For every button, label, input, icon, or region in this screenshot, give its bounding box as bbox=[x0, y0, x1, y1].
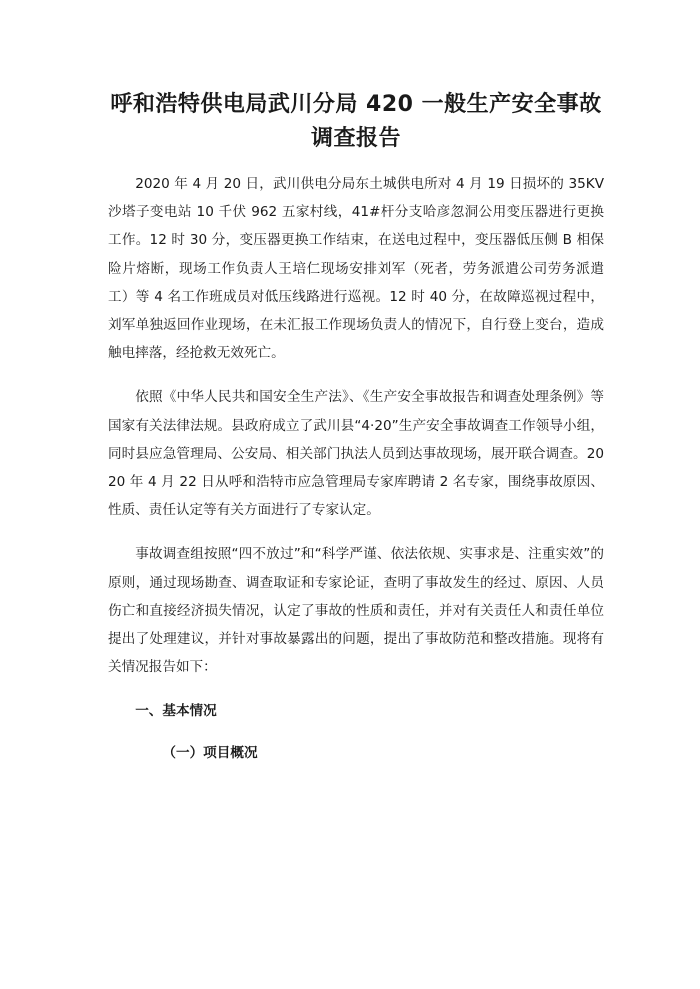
document-title bbox=[108, 88, 604, 156]
document-title-line2: 调查报告 bbox=[310, 126, 401, 151]
paragraph-incident-summary: 2020 年 4 月 20 日，武川供电分局东土城供电所对 4 月 19 日损坏的 35KV 沙塔子变电站 10 千伏 962 五家村线，41#杆分支哈彦忽洞公用变压器进行更换工作。12 时 30 分，变压器更换工作结束，在送电过程中，变压器低压侧 B 相保险片熔断，现场工作负责人王培仁现场安排刘军（死者，劳务派遣公司劳务派遣工）等 4 名工作班成员对低压线路进行巡视。12 时 40 分，在故障巡视过程中，刘军单独返回作业现场，在未汇报工作现场负责人的情况下，自行登上变台，造成触电摔落，经抢救无效死亡。 bbox=[108, 176, 604, 362]
section-heading-basic-situation: 一、基本情况 bbox=[135, 703, 217, 720]
paragraph-investigation-principles: 事故调查组按照“四不放过”和“科学严谨、依法依规、实事求是、注重实效”的原则，通过现场勘查、调查取证和专家论证，查明了事故发生的经过、原因、人员伤亡和直接经济损失情况，认定了事故的性质和责任，并对有关责任人和责任单位提出了处理建议，并针对事故暴露出的问题，提出了事故防范和整改措施。现将有关情况报告如下： bbox=[108, 546, 604, 676]
subsection-heading-project-overview: （一）项目概况 bbox=[162, 745, 258, 762]
document-title-line1: 呼和浩特供电局武川分局 420 一般生产安全事故 bbox=[110, 92, 602, 117]
paragraph-legal-basis: 依照《中华人民共和国安全生产法》、《生产安全事故报告和调查处理条例》等国家有关法律法规。县政府成立了武川县“4·20”生产安全事故调查工作领导小组，同时县应急管理局、公安局、相关部门执法人员到达事故现场，展开联合调查。2020 年 4 月 22 日从呼和浩特市应急管理局专家库聘请 2 名专家，围绕事故原因、性质、责任认定等有关方面进行了专家认定。 bbox=[108, 389, 604, 519]
